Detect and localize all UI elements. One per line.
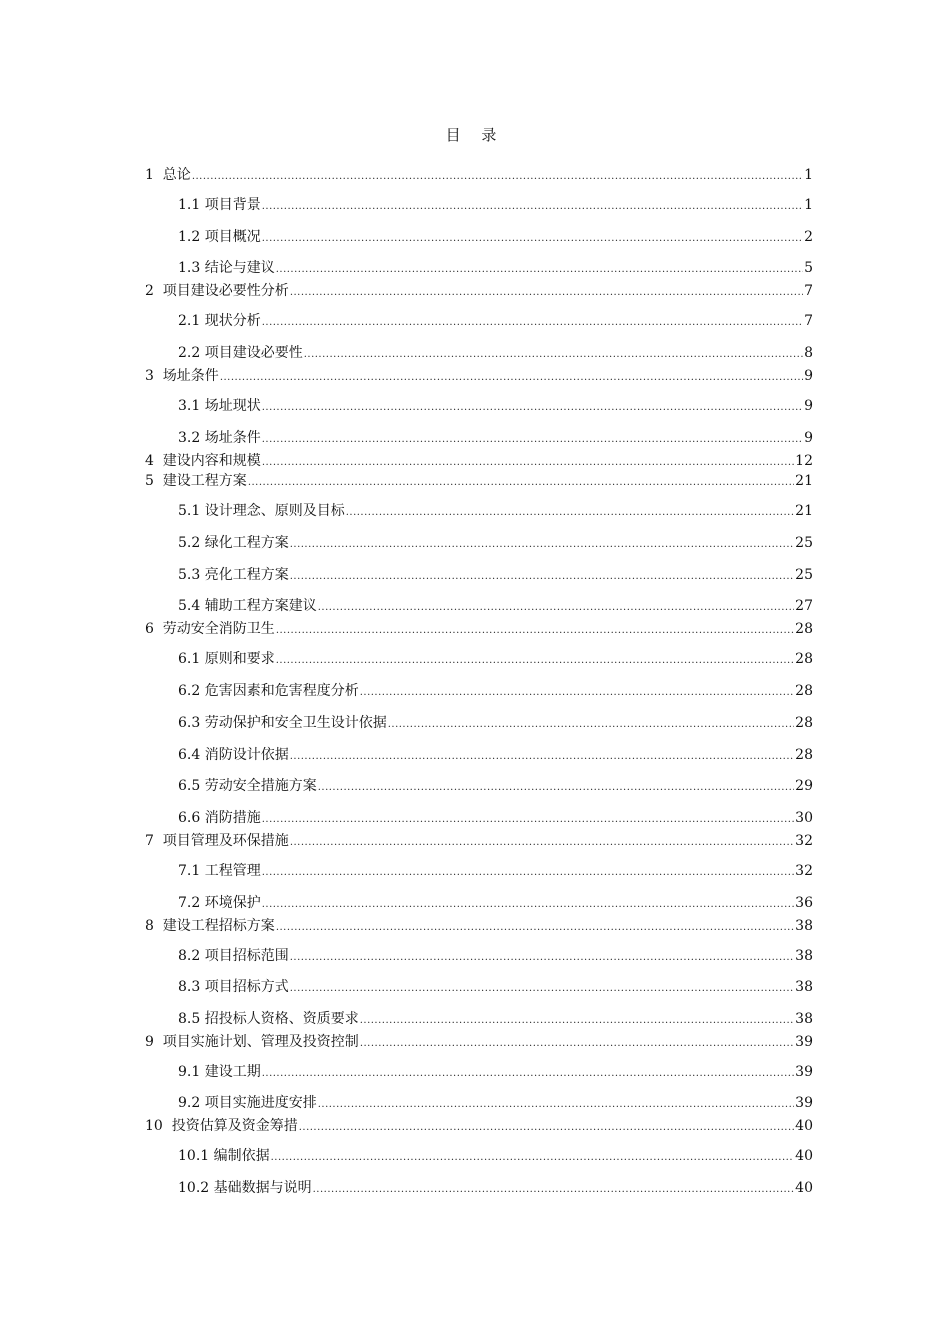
dot-leader [318, 779, 794, 797]
dot-leader [276, 261, 803, 279]
toc-entry-page: 40 [795, 1180, 813, 1196]
toc-entry-label: 5 建设工程方案 [145, 473, 247, 489]
toc-entry-label: 2 项目建设必要性分析 [145, 283, 289, 299]
toc-entry[interactable] [145, 832, 813, 852]
toc-entry-label: 6.2 危害因素和危害程度分析 [178, 683, 359, 699]
toc-entry-page: 39 [795, 1064, 813, 1080]
toc-entry-label: 9 项目实施计划、管理及投资控制 [145, 1034, 359, 1050]
toc-entry-page: 40 [795, 1118, 813, 1134]
dot-leader [276, 919, 794, 937]
dot-leader [290, 536, 794, 554]
toc-entry-label: 6.3 劳动保护和安全卫生设计依据 [178, 715, 387, 731]
toc-entry-page: 30 [795, 810, 813, 826]
dot-leader [290, 568, 794, 586]
toc-entry[interactable] [145, 282, 813, 302]
dot-leader [290, 949, 794, 967]
toc-entry-label: 1 总论 [145, 167, 191, 183]
dot-leader [304, 346, 803, 364]
toc-entry-page: 29 [795, 778, 813, 794]
toc-entry[interactable] [178, 978, 813, 998]
toc-entry-page: 36 [795, 895, 813, 911]
toc-entry-page: 28 [795, 683, 813, 699]
dot-leader [360, 684, 794, 702]
dot-leader [262, 198, 803, 216]
toc-entry-page: 7 [804, 313, 813, 329]
dot-leader [192, 168, 803, 186]
toc-entry[interactable] [178, 862, 813, 882]
toc-entry[interactable] [145, 917, 813, 937]
toc-entry[interactable] [178, 196, 813, 216]
toc-entry-label: 5.4 辅助工程方案建议 [178, 598, 317, 614]
toc-entry-label: 6.4 消防设计依据 [178, 747, 289, 763]
toc-entry-label: 7.1 工程管理 [178, 863, 261, 879]
dot-leader [262, 896, 794, 914]
dot-leader [346, 504, 794, 522]
toc-entry-label: 10.1 编制依据 [178, 1148, 270, 1164]
toc-entry-label: 3 场址条件 [145, 368, 219, 384]
toc-entry-label: 7.2 环境保护 [178, 895, 261, 911]
toc-entry-page: 25 [795, 535, 813, 551]
toc-entry-page: 12 [795, 453, 813, 469]
toc-entry-page: 28 [795, 651, 813, 667]
toc-entry[interactable] [145, 367, 813, 387]
toc-entry-label: 5.3 亮化工程方案 [178, 567, 289, 583]
toc-entry-label: 5.2 绿化工程方案 [178, 535, 289, 551]
toc-entry[interactable] [178, 312, 813, 332]
toc-entry[interactable] [145, 620, 813, 640]
dot-leader [262, 314, 803, 332]
dot-leader [262, 454, 794, 472]
toc-entry-label: 7 项目管理及环保措施 [145, 833, 289, 849]
toc-entry-page: 28 [795, 621, 813, 637]
toc-entry-page: 39 [795, 1034, 813, 1050]
toc-entry[interactable] [178, 947, 813, 967]
toc-entry-page: 32 [795, 863, 813, 879]
toc-entry-page: 8 [804, 345, 813, 361]
toc-entry-label: 8.3 项目招标方式 [178, 979, 289, 995]
toc-entry[interactable] [178, 1063, 813, 1083]
toc-entry-label: 1.3 结论与建议 [178, 260, 275, 276]
dot-leader [318, 599, 794, 617]
toc-entry-page: 32 [795, 833, 813, 849]
toc-entry[interactable] [178, 397, 813, 417]
toc-entry[interactable] [178, 777, 813, 797]
toc-entry-page: 27 [795, 598, 813, 614]
toc-entry[interactable] [145, 472, 813, 492]
toc-entry-label: 8 建设工程招标方案 [145, 918, 275, 934]
dot-leader [299, 1119, 794, 1137]
toc-entry-label: 10.2 基础数据与说明 [178, 1180, 312, 1196]
dot-leader [276, 652, 794, 670]
toc-entry-page: 1 [804, 167, 813, 183]
toc-entry-label: 10 投资估算及资金筹措 [145, 1118, 298, 1134]
toc-entry-label: 9.1 建设工期 [178, 1064, 261, 1080]
dot-leader [313, 1181, 795, 1199]
dot-leader [360, 1012, 794, 1030]
toc-entry-label: 2.2 项目建设必要性 [178, 345, 303, 361]
toc-entry[interactable] [145, 1117, 813, 1137]
toc-entry-page: 21 [795, 503, 813, 519]
toc-entry-label: 9.2 项目实施进度安排 [178, 1095, 317, 1111]
toc-entry-label: 6.1 原则和要求 [178, 651, 275, 667]
toc-entry[interactable] [178, 344, 813, 364]
dot-leader [276, 622, 794, 640]
toc-entry-page: 28 [795, 715, 813, 731]
dot-leader [262, 1065, 794, 1083]
dot-leader [262, 230, 803, 248]
toc-entry-label: 5.1 设计理念、原则及目标 [178, 503, 345, 519]
toc-entry-page: 39 [795, 1095, 813, 1111]
dot-leader [262, 864, 794, 882]
toc-entry-label: 8.5 招投标人资格、资质要求 [178, 1011, 359, 1027]
toc-entry-page: 9 [804, 368, 813, 384]
toc-entry[interactable] [145, 1033, 813, 1053]
toc-entry-label: 4 建设内容和规模 [145, 453, 261, 469]
dot-leader [262, 811, 794, 829]
toc-entry-page: 9 [804, 398, 813, 414]
toc-entry-label: 6.5 劳动安全措施方案 [178, 778, 317, 794]
toc-entry[interactable] [178, 650, 813, 670]
toc-entry[interactable] [178, 1094, 813, 1114]
toc-entry[interactable] [178, 1179, 813, 1199]
toc-entry[interactable] [178, 534, 813, 554]
toc-entry[interactable] [145, 166, 813, 186]
toc-entry-label: 8.2 项目招标范围 [178, 948, 289, 964]
toc-entry-page: 38 [795, 1011, 813, 1027]
toc-entry[interactable] [178, 502, 813, 522]
dot-leader [248, 474, 794, 492]
dot-leader [290, 834, 794, 852]
toc-entry-label: 6 劳动安全消防卫生 [145, 621, 275, 637]
toc-entry-page: 9 [804, 430, 813, 446]
dot-leader [290, 284, 803, 302]
dot-leader [262, 399, 803, 417]
toc-title: 目 录 [445, 126, 505, 144]
dot-leader [388, 716, 794, 734]
toc-entry[interactable] [178, 228, 813, 248]
toc-entry-page: 1 [804, 197, 813, 213]
dot-leader [290, 748, 794, 766]
toc-entry-page: 25 [795, 567, 813, 583]
toc-entry[interactable] [178, 259, 813, 279]
toc-entry[interactable] [178, 746, 813, 766]
toc-entry[interactable] [178, 714, 813, 734]
toc-entry[interactable] [178, 429, 813, 449]
toc-entry-label: 6.6 消防措施 [178, 810, 261, 826]
toc-entry[interactable] [178, 894, 813, 914]
toc-entry-label: 3.2 场址条件 [178, 430, 261, 446]
toc-entry-page: 28 [795, 747, 813, 763]
toc-entry-page: 40 [795, 1148, 813, 1164]
dot-leader [262, 431, 803, 449]
toc-entry[interactable] [178, 809, 813, 829]
dot-leader [360, 1035, 794, 1053]
dot-leader [290, 980, 794, 998]
dot-leader [220, 369, 803, 387]
dot-leader [271, 1149, 795, 1167]
toc-entry[interactable] [178, 1147, 813, 1167]
toc-entry-page: 7 [804, 283, 813, 299]
toc-entry-page: 21 [795, 473, 813, 489]
toc-entry[interactable] [178, 566, 813, 586]
toc-entry-page: 38 [795, 979, 813, 995]
toc-entry-label: 3.1 场址现状 [178, 398, 261, 414]
toc-entry[interactable] [145, 452, 813, 472]
toc-entry[interactable] [178, 597, 813, 617]
toc-entry-label: 1.1 项目背景 [178, 197, 261, 213]
dot-leader [318, 1096, 794, 1114]
toc-entry[interactable] [178, 682, 813, 702]
toc-entry-page: 38 [795, 948, 813, 964]
toc-entry[interactable] [178, 1010, 813, 1030]
toc-entry-page: 2 [804, 229, 813, 245]
toc-entry-label: 1.2 项目概况 [178, 229, 261, 245]
toc-entry-page: 38 [795, 918, 813, 934]
toc-entry-label: 2.1 现状分析 [178, 313, 261, 329]
toc-entry-page: 5 [804, 260, 813, 276]
